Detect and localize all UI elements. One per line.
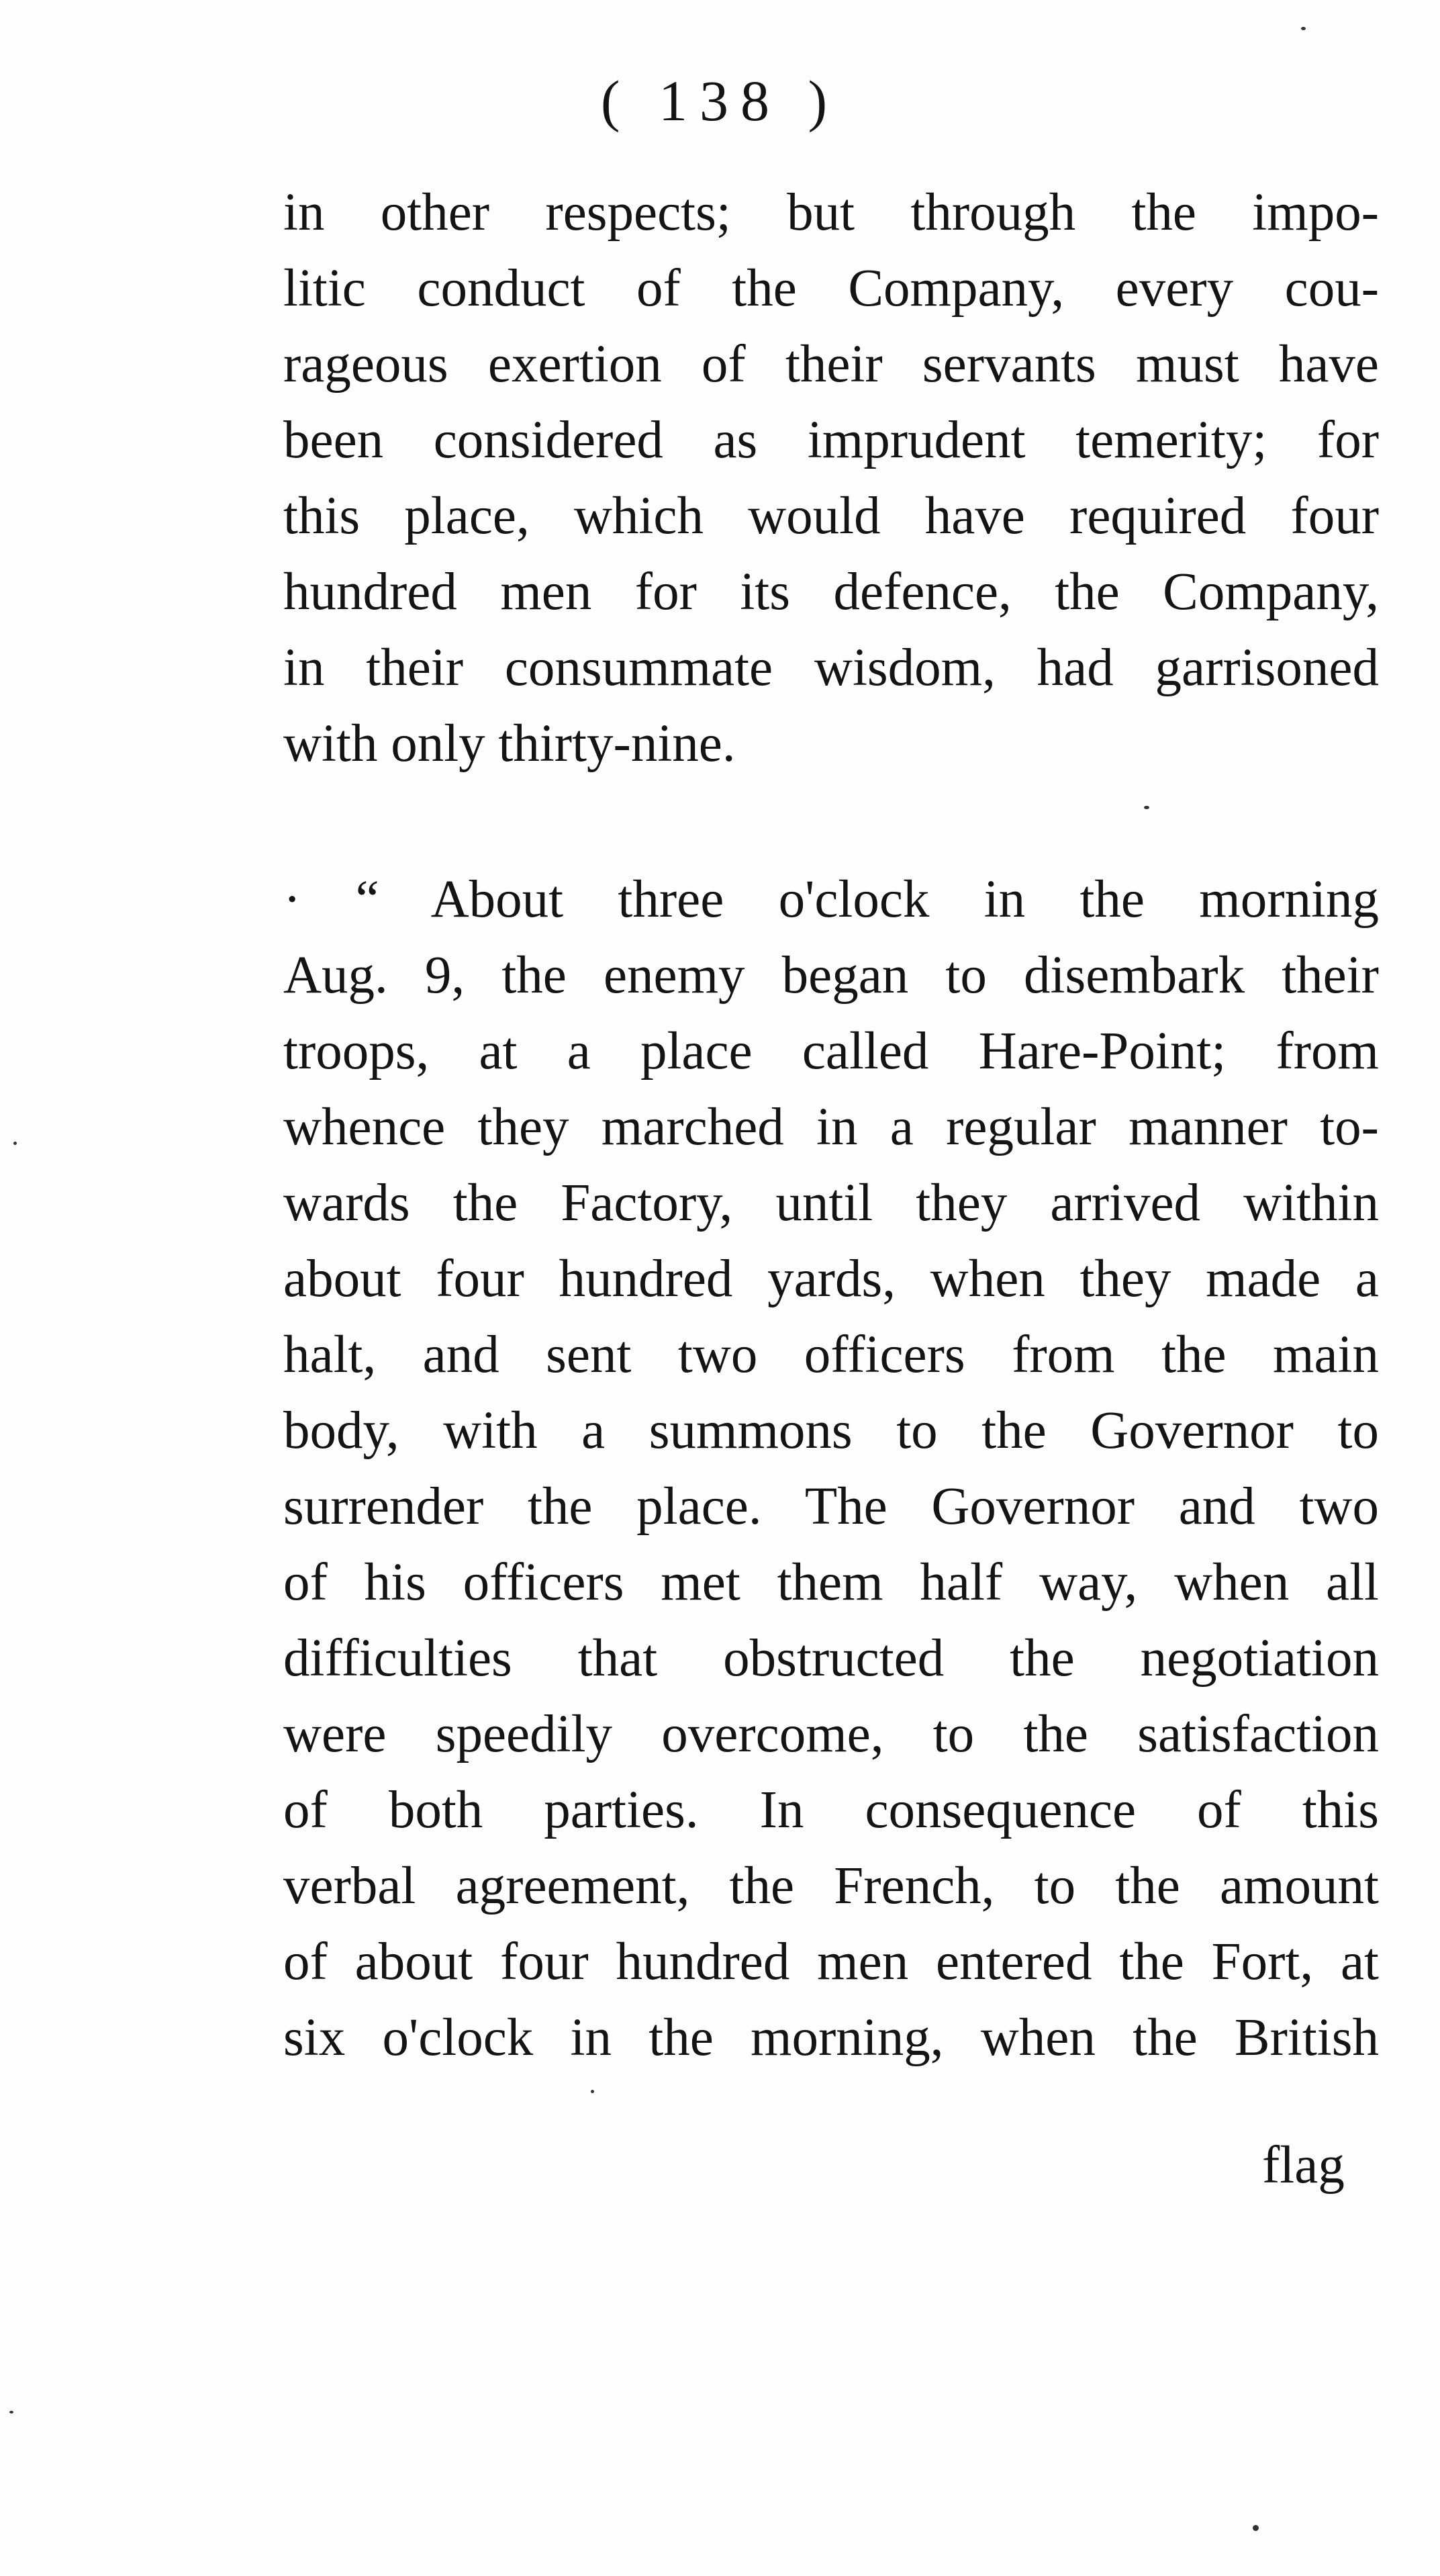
text-line: of both parties. In consequence of this [283, 1781, 1379, 1839]
text-line: were speedily overcome, to the satisfaction [283, 1705, 1379, 1763]
paragraph-1 [283, 175, 1379, 782]
text-line: of about four hundred men entered the Fort, at [283, 1933, 1379, 1991]
text-line: halt, and sent two officers from the main [283, 1326, 1379, 1384]
paper-speck [13, 1142, 17, 1145]
text-line: Aug. 9, the enemy began to disembark their [283, 946, 1379, 1005]
text-line: been considered as imprudent temerity; for [283, 411, 1379, 469]
page-number: ( 138 ) [600, 68, 840, 133]
paper-speck [1253, 2525, 1259, 2531]
paper-speck [9, 2411, 13, 2413]
text-line: body, with a summons to the Governor to [283, 1401, 1379, 1460]
text-line: wards the Factory, until they arrived within [283, 1174, 1379, 1232]
text-line: six o'clock in the morning, when the British [283, 2009, 1379, 2067]
text-line: whence they marched in a regular manner to- [283, 1098, 1379, 1156]
text-line: hundred men for its defence, the Company, [283, 563, 1379, 621]
text-line: · “ About three o'clock in the morning [283, 870, 1379, 929]
text-line: difficulties that obstructed the negotiation [283, 1629, 1379, 1688]
text-line: about four hundred yards, when they made a [283, 1250, 1379, 1308]
text-line: litic conduct of the Company, every cou- [283, 259, 1379, 318]
text-line: surrender the place. The Governor and two [283, 1477, 1379, 1536]
text-line: of his officers met them half way, when all [283, 1553, 1379, 1612]
text-line: in other respects; but through the impo- [283, 183, 1379, 242]
text-line: troops, at a place called Hare-Point; from [283, 1022, 1379, 1080]
catchword: flag [1262, 2136, 1345, 2195]
paper-speck [1301, 27, 1306, 30]
text-line: with only thirty-nine. [283, 715, 736, 773]
text-line: rageous exertion of their servants must have [283, 335, 1379, 394]
paper-speck [1144, 806, 1149, 809]
text-line: this place, which would have required four [283, 487, 1379, 545]
paragraph-2 [283, 862, 1379, 2076]
text-line: verbal agreement, the French, to the amount [283, 1857, 1379, 1915]
paper-speck [591, 2090, 594, 2093]
text-line: in their consummate wisdom, had garrisoned [283, 639, 1379, 697]
